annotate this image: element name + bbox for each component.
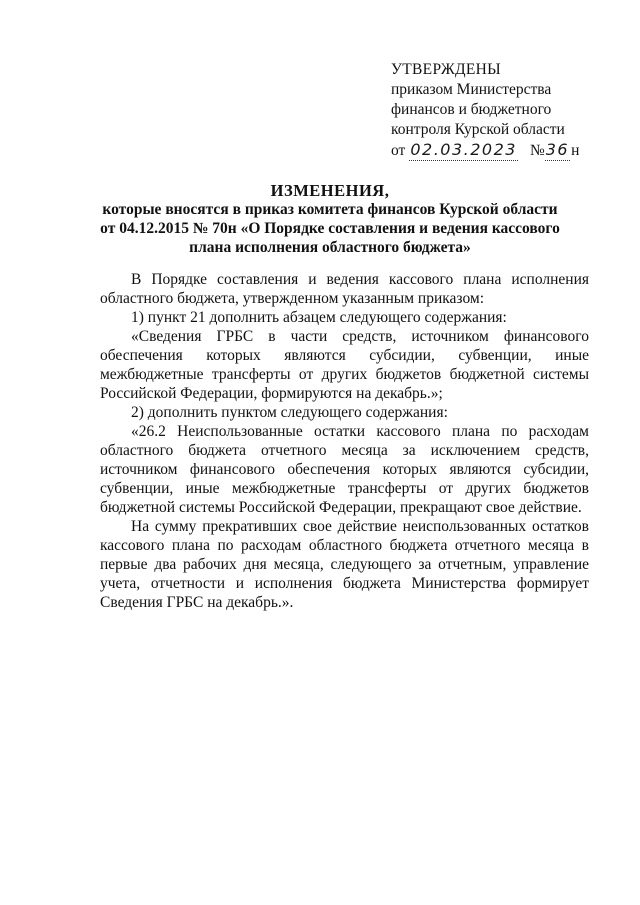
paragraph-item-1: 1) пункт 21 дополнить абзацем следующего содержания: bbox=[131, 309, 507, 326]
paragraph-item-2-continuation: На сумму прекративших свое действие неиспользованных остатков кассового плана по расходам областного бюджета отчетного месяца в первые два рабочих дня месяца, следующего за отчетным, управление учета, отчетности и исполнения бюджета Министерства формирует Сведения ГРБС на декабрь.». bbox=[100, 518, 589, 611]
document-body bbox=[100, 270, 589, 612]
handwritten-date: 02.03.2023 bbox=[410, 140, 517, 159]
document-title bbox=[80, 181, 580, 257]
from-prefix: от bbox=[391, 142, 406, 159]
approval-line-1: приказом Министерства bbox=[391, 81, 552, 98]
number-suffix: н bbox=[571, 142, 580, 159]
title-line-1: ИЗМЕНЕНИЯ, bbox=[270, 181, 390, 200]
handwritten-number: 36 bbox=[545, 140, 570, 159]
approval-stamp-block bbox=[391, 60, 621, 161]
approval-date-number-line bbox=[391, 140, 621, 161]
title-line-3: от 04.12.2015 № 70н «О Порядке составления и ведения кассового bbox=[100, 220, 560, 237]
approval-line-3: контроля Курской области bbox=[391, 121, 565, 138]
paragraph-intro: В Порядке составления и ведения кассового плана исполнения областного бюджета, утвержденном указанным приказом: bbox=[100, 271, 589, 307]
approval-line-2: финансов и бюджетного bbox=[391, 101, 552, 118]
title-line-2: которые вносятся в приказ комитета финансов Курской области bbox=[102, 201, 558, 218]
approval-heading: УТВЕРЖДЕНЫ bbox=[391, 61, 501, 78]
paragraph-item-2: 2) дополнить пунктом следующего содержания: bbox=[131, 404, 448, 421]
paragraph-item-1-text: «Сведения ГРБС в части средств, источником финансового обеспечения которых являются субсидии, субвенции, иные межбюджетные трансферты от других бюджетов бюджетной системы Российской Федерации, формируются на декабрь.»; bbox=[100, 328, 589, 402]
number-sign: № bbox=[529, 142, 545, 159]
title-line-4: плана исполнения областного бюджета» bbox=[189, 239, 471, 256]
paragraph-item-2-text: «26.2 Неиспользованные остатки кассового плана по расходам областного бюджета отчетного месяца за исключением средств, источником финансового обеспечения которых являются субсидии, субвенции, иные межбюджетные трансферты от других бюджетов бюджетной системы Российской Федерации, прекращают свое действие. bbox=[100, 423, 589, 516]
